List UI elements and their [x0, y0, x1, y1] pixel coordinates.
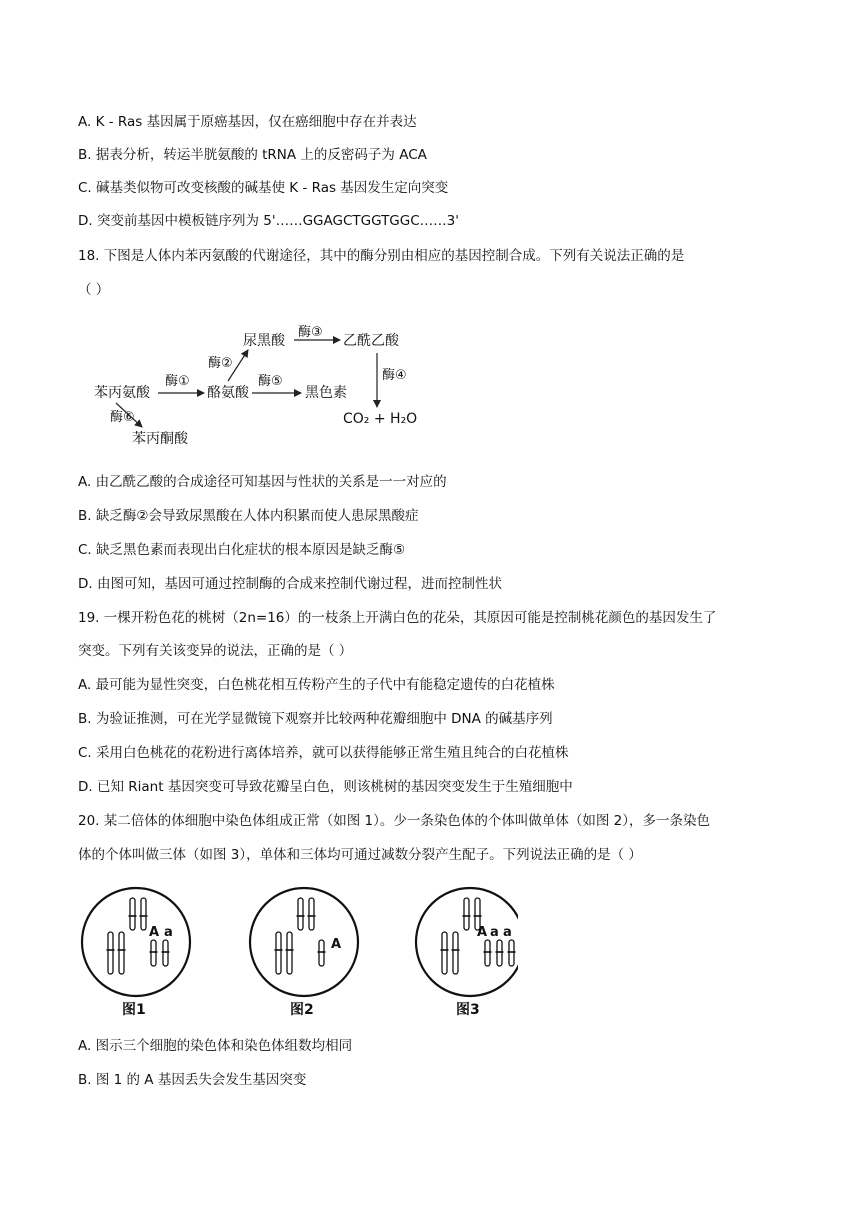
label-enzyme-1: 酶① [165, 374, 190, 389]
q18-option-c: C. 缺乏黑色素而表现出白化症状的根本原因是缺乏酶⑤ [78, 542, 406, 558]
chromosome-fig2-long-1 [298, 898, 303, 930]
q19-stem: 19. 一棵开粉色花的桃树（2n=16）的一枝条上开满白色的花朵，其原因可能是控制桃花颜色的基因发生了 [78, 610, 717, 626]
label-enzyme-3: 酶③ [298, 325, 323, 340]
q18-answer-bracket: （ ） [78, 282, 110, 298]
gene-label-fig2-A: A [331, 937, 342, 952]
gene-label-fig3-a1: a [490, 925, 499, 940]
chromosome-fig2-mid-1 [276, 932, 281, 974]
cell-circle-fig2 [250, 888, 358, 996]
chromosome-fig2-long-2 [309, 898, 314, 930]
node-tyrosine: 酪氨酸 [207, 385, 249, 401]
q19-option-d: D. 已知 Riant 基因突变可导致花瓣呈白色，则该桃树的基因突变发生于生殖细胞中 [78, 779, 573, 795]
q20-option-a: A. 图示三个细胞的染色体和染色体组数均相同 [78, 1038, 353, 1054]
q18-option-d: D. 由图可知，基因可通过控制酶的合成来控制代谢过程，进而控制性状 [78, 576, 502, 592]
chromosome-fig3-mid-1 [442, 932, 447, 974]
gene-label-fig1-A: A [149, 925, 160, 940]
node-acetoacetic-acid: 乙酰乙酸 [343, 333, 399, 349]
q20-stem-continued: 体的个体叫做三体（如图 3），单体和三体均可通过减数分裂产生配子。下列说法正确的是（ ） [78, 847, 642, 863]
node-homogentisic-acid: 尿黑酸 [243, 333, 285, 349]
q19-option-b: B. 为验证推测，可在光学显微镜下观察并比较两种花瓣细胞中 DNA 的碱基序列 [78, 711, 553, 727]
chromosome-fig1-mid-1 [108, 932, 113, 974]
chromosome-fig2-mid-2 [287, 932, 292, 974]
chromosome-fig1-long-1 [130, 898, 135, 930]
chromosome-figures [78, 880, 518, 1020]
q18-option-b: B. 缺乏酶②会导致尿黑酸在人体内积累而使人患尿黑酸症 [78, 508, 419, 524]
label-enzyme-4: 酶④ [382, 368, 407, 383]
q17-option-a: A. K - Ras 基因属于原癌基因，仅在癌细胞中存在并表达 [78, 114, 417, 130]
q17-option-d: D. 突变前基因中模板链序列为 5'……GGAGCTGGTGGC……3' [78, 213, 459, 229]
gene-label-fig3-A: A [477, 925, 488, 940]
cell-circle-fig1 [82, 888, 190, 996]
q17-option-b: B. 据表分析，转运半胱氨酸的 tRNA 上的反密码子为 ACA [78, 147, 427, 163]
q19-stem-continued: 突变。下列有关该变异的说法，正确的是（ ） [78, 643, 353, 659]
caption-fig3: 图3 [456, 1002, 480, 1018]
chromosome-fig1-mid-2 [119, 932, 124, 974]
caption-fig1: 图1 [122, 1002, 146, 1018]
caption-fig2: 图2 [290, 1002, 314, 1018]
chromosome-fig1-small-1 [151, 940, 156, 966]
metabolic-pathway-diagram [80, 315, 440, 450]
chromosome-fig3-small-3 [509, 940, 514, 966]
node-co2-h2o: CO₂ + H₂O [343, 411, 418, 427]
gene-label-fig3-a2: a [503, 925, 512, 940]
chromosome-fig1-small-2 [163, 940, 168, 966]
label-enzyme-2: 酶② [208, 356, 233, 371]
q19-option-c: C. 采用白色桃花的花粉进行离体培养，就可以获得能够正常生殖且纯合的白花植株 [78, 745, 569, 761]
q18-stem: 18. 下图是人体内苯丙氨酸的代谢途径，其中的酶分别由相应的基因控制合成。下列有关说法正确的是 [78, 248, 685, 264]
q20-stem: 20. 某二倍体的体细胞中染色体组成正常（如图 1）。少一条染色体的个体叫做单体（如图 2），多一条染色 [78, 813, 711, 829]
chromosome-fig1-long-2 [141, 898, 146, 930]
label-enzyme-6: 酶⑥ [110, 410, 135, 425]
node-phenylpyruvic-acid: 苯丙酮酸 [132, 431, 188, 447]
q20-option-b: B. 图 1 的 A 基因丢失会发生基因突变 [78, 1072, 307, 1088]
node-phenylalanine: 苯丙氨酸 [94, 385, 150, 401]
chromosome-fig2-small-1 [319, 940, 324, 966]
q17-option-c: C. 碱基类似物可改变核酸的碱基使 K - Ras 基因发生定向突变 [78, 180, 449, 196]
chromosome-fig3-small-2 [497, 940, 502, 966]
q18-option-a: A. 由乙酰乙酸的合成途径可知基因与性状的关系是一一对应的 [78, 474, 447, 490]
node-melanin: 黑色素 [305, 385, 347, 401]
label-enzyme-5: 酶⑤ [258, 374, 283, 389]
gene-label-fig1-a: a [164, 925, 173, 940]
chromosome-fig3-mid-2 [453, 932, 458, 974]
chromosome-fig3-small-1 [485, 940, 490, 966]
q19-option-a: A. 最可能为显性突变，白色桃花相互传粉产生的子代中有能稳定遗传的白花植株 [78, 677, 555, 693]
chromosome-fig3-long-1 [464, 898, 469, 930]
